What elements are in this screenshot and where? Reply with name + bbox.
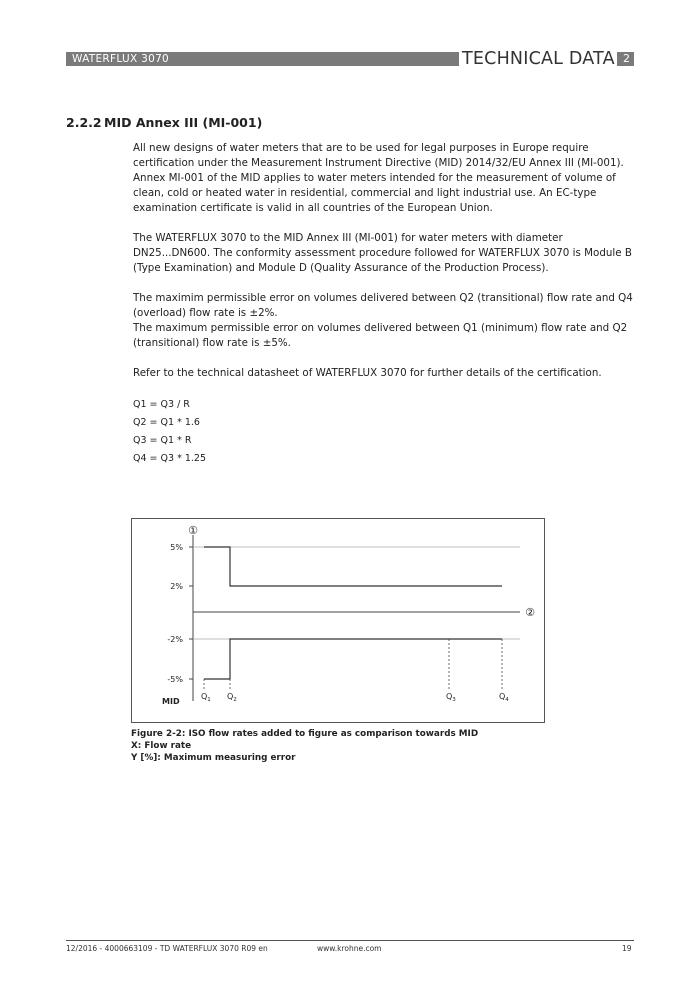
caption-y-label: Y [%]: (131, 753, 161, 763)
x-row-label-mid: MID (162, 697, 180, 706)
formula-q4: Q4 = Q3 * 1.25 (133, 453, 206, 464)
caption-x-text: Flow rate (141, 741, 192, 751)
paragraph-refer: Refer to the technical datasheet of WATERFLUX 3070 for further details of the certification. (133, 367, 602, 379)
x-tick-q4: $Q_4$ (499, 692, 509, 703)
footer-page-number: 19 (622, 944, 632, 953)
paragraph-mid-intro: All new designs of water meters that are to be used for legal purposes in Europe require certification under the Measurement Instrument Directive (MID) 2014/32/EU Annex III (MI-001). Annex MI-001 of the MID applies to water meters intended for the measurement of volume of clean, cold or heated water in residential, commercial and light industrial use. An EC-type examination certificate is valid in all countries of the European Union. (133, 142, 624, 214)
caption-figure-label: Figure 2-2: (131, 729, 186, 739)
section-number: 2.2.2 (66, 115, 102, 130)
x-axis-marker: ② (525, 606, 535, 619)
formula-q2: Q2 = Q1 * 1.6 (133, 417, 200, 428)
upper-error-limit (204, 547, 502, 586)
figure-caption (131, 728, 478, 764)
y-tick-minus-2: -2% (167, 635, 183, 644)
caption-figure-text: ISO flow rates added to figure as comparison towards MID (185, 729, 479, 739)
caption-y-text: Maximum measuring error (160, 753, 296, 763)
paragraph-error-q1-q2: The maximum permissible error on volumes delivered between Q1 (minimum) flow rate and Q2 (transitional) flow rate is ±5%. (133, 322, 628, 349)
y-axis-marker: ① (188, 524, 198, 537)
section-title: MID Annex III (MI-001) (104, 115, 263, 130)
lower-error-limit (204, 639, 502, 679)
caption-x-label: X: (131, 741, 142, 751)
section-heading (66, 115, 262, 130)
header-section-number: 2 (619, 52, 634, 66)
caption-x-line (131, 740, 478, 752)
body-content (133, 141, 638, 468)
y-tick-minus-5: -5% (167, 675, 183, 684)
paragraph-conformity: The WATERFLUX 3070 to the MID Annex III (MI-001) for water meters with diameter DN25...DN600. The conformity assessment procedure followed for WATERFLUX 3070 is Module B (Type Examination) and Module D (Quality Assurance of the Production Process). (133, 232, 632, 274)
error-limits-figure (131, 518, 545, 723)
header-product-name: WATERFLUX 3070 (72, 53, 170, 65)
caption-y-line (131, 752, 478, 764)
x-tick-q2: $Q_2$ (227, 692, 237, 703)
formula-list (133, 396, 638, 468)
x-tick-q1: $Q_1$ (201, 692, 211, 703)
y-tick-2: 2% (170, 582, 183, 591)
caption-figure-line (131, 728, 478, 740)
paragraph-error-q2-q4: The maximim permissible error on volumes delivered between Q2 (transitional) flow rate and Q4 (overload) flow rate is ±2%. (133, 292, 633, 319)
footer-document-id: 12/2016 - 4000663109 - TD WATERFLUX 3070 R09 en (66, 944, 268, 953)
y-tick-5: 5% (170, 543, 183, 552)
footer-rule (66, 940, 634, 941)
error-limits-diagram (132, 519, 546, 724)
formula-q1: Q1 = Q3 / R (133, 399, 190, 410)
header-section-title: TECHNICAL DATA (462, 49, 615, 69)
footer-website-link[interactable]: www.krohne.com (317, 944, 382, 953)
x-tick-q3: $Q_3$ (446, 692, 456, 703)
formula-q3: Q3 = Q1 * R (133, 435, 192, 446)
